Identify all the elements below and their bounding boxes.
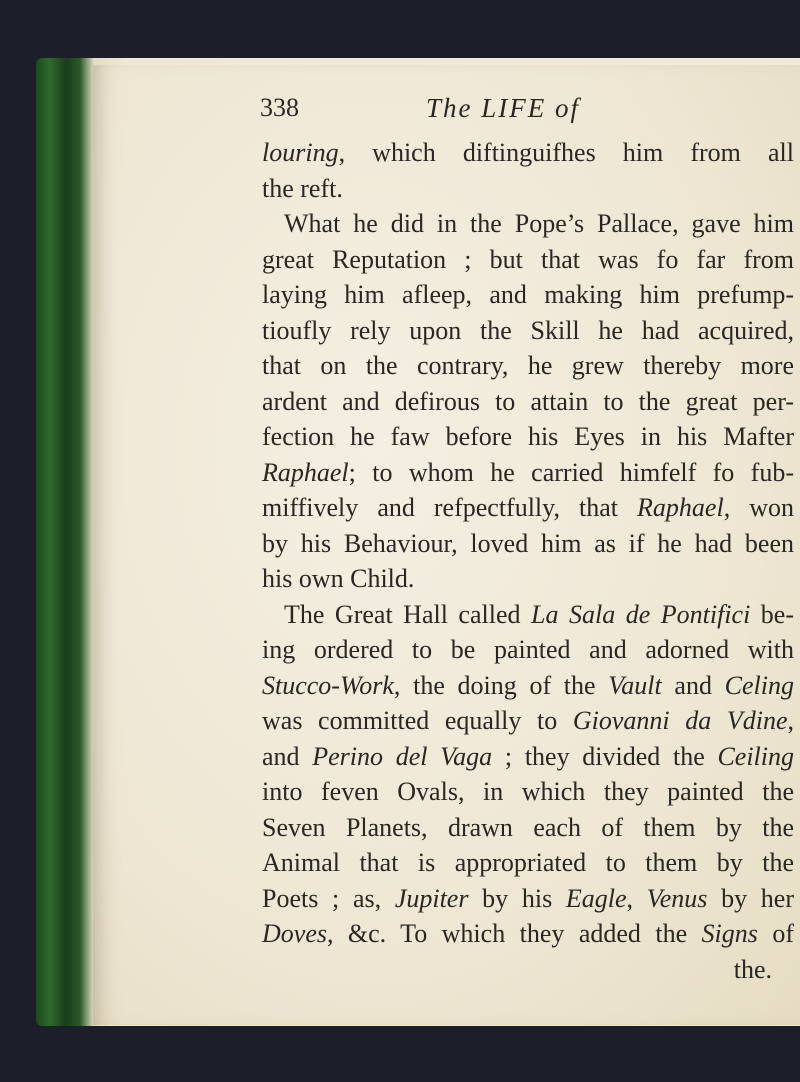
text-line: Poets ; as, Jupiter by his Eagle, Venus by her xyxy=(262,883,795,913)
text-line: Raphael; to whom he carried himfelf fo fub- xyxy=(262,457,794,487)
text-line: Stucco-Work, the doing of the Vault and Celing xyxy=(262,670,794,700)
text-line: miffively and refpectfully, that Raphael, won xyxy=(262,493,794,522)
text-line: The Great Hall called La Sala de Pontifici be- xyxy=(284,599,794,629)
text-line: louring, which diftinguifhes him from all xyxy=(262,138,794,167)
text-line: was committed equally to Giovanni da Vdine, xyxy=(262,706,794,735)
text-line: tioufly rely upon the Skill he had acquired, xyxy=(262,315,794,345)
text-line: Seven Planets, drawn each of them by the xyxy=(262,812,794,842)
text-line: ardent and defirous to attain to the great per- xyxy=(262,386,794,416)
text-line: his own Child. xyxy=(262,564,415,593)
text-line: into feven Ovals, in which they painted the xyxy=(262,777,794,806)
text-line: fection he faw before his Eyes in his Mafter xyxy=(262,422,794,451)
text-line: ing ordered to be painted and adorned with xyxy=(262,635,794,664)
page-header xyxy=(260,93,780,129)
text-line: the reft. xyxy=(262,173,343,203)
text-line: laying him afleep, and making him prefump- xyxy=(262,280,794,309)
catchword: the. xyxy=(733,954,772,984)
text-line: What he did in the Pope’s Pallace, gave him xyxy=(284,209,794,238)
text-line: that on the contrary, he grew thereby more xyxy=(262,351,794,380)
text-line: Animal that is appropriated to them by the xyxy=(262,848,794,877)
text-line: by his Behaviour, loved him as if he had been xyxy=(262,528,794,558)
text-line: and Perino del Vaga ; they divided the Ceiling xyxy=(262,741,794,771)
page-number: 338 xyxy=(260,93,299,122)
text-line: Doves, &c. To which they added the Signs of xyxy=(262,919,794,948)
running-title: The LIFE of xyxy=(426,93,580,123)
text-line: great Reputation ; but that was fo far from xyxy=(262,244,794,274)
body-text xyxy=(262,135,794,987)
